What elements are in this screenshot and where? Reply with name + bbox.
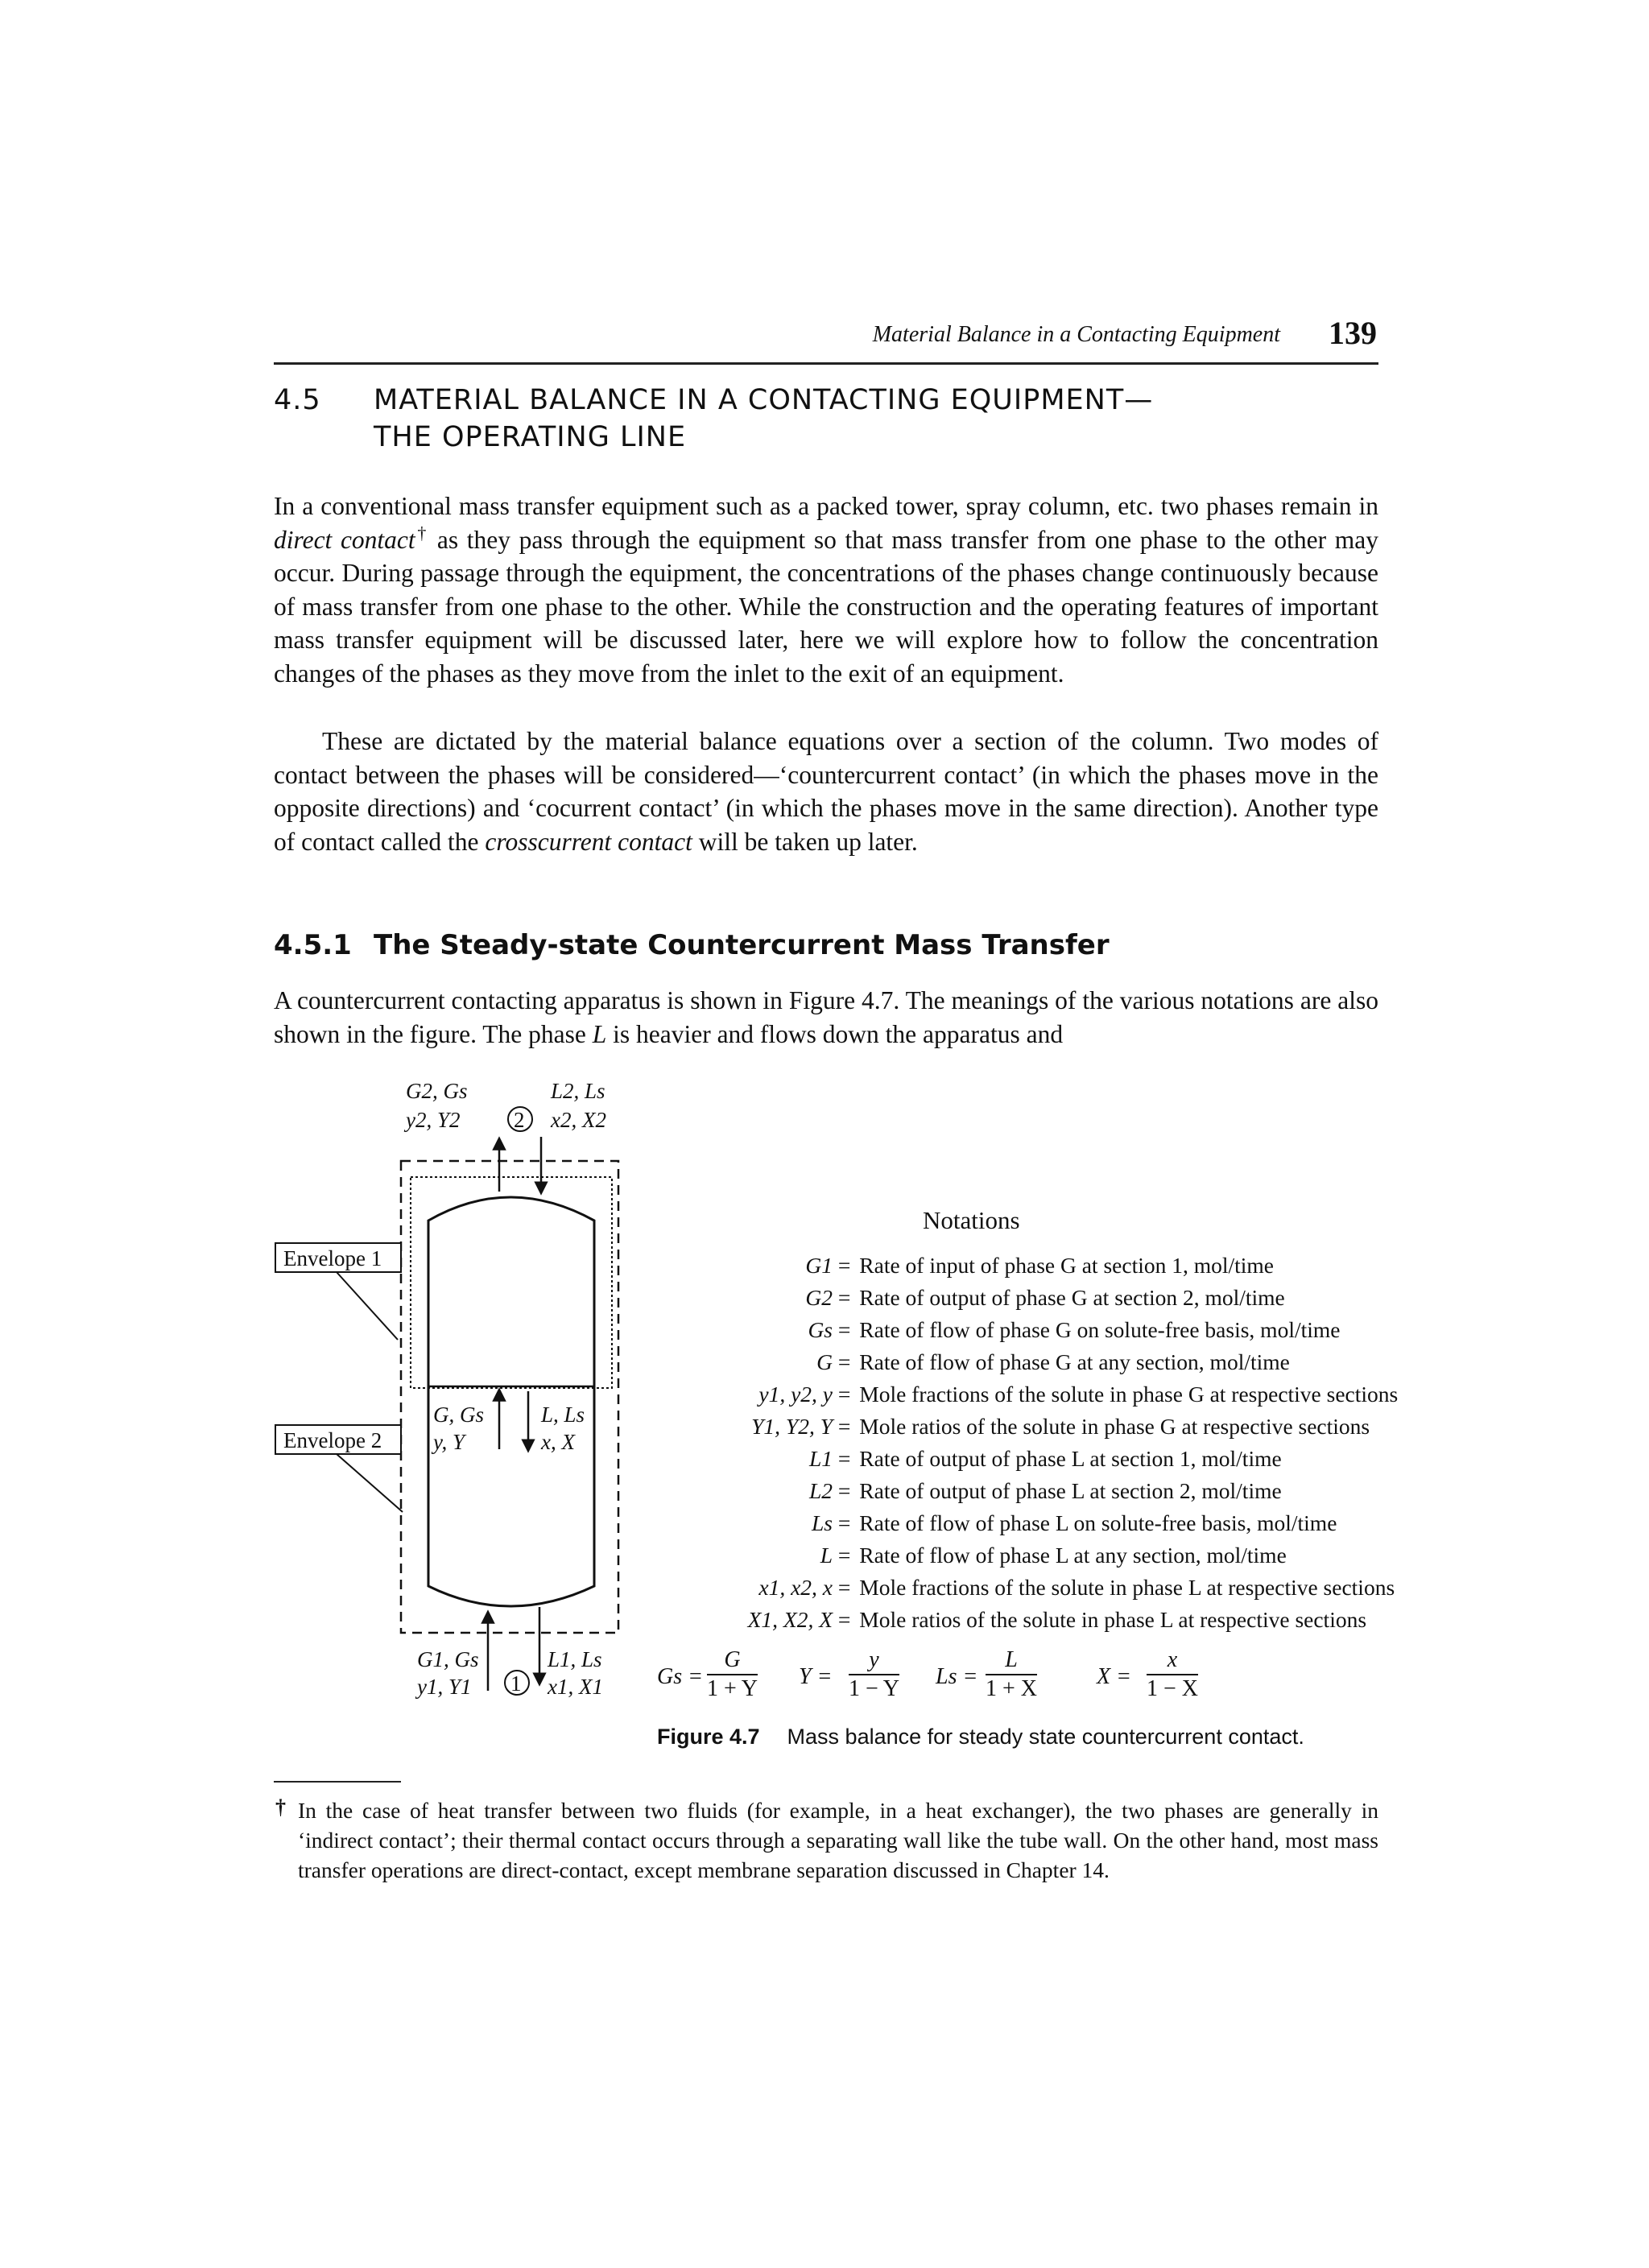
subsection-number: 4.5.1: [274, 929, 352, 961]
notation-definition: Rate of flow of phase L at any section, mol/time: [859, 1543, 1287, 1568]
definition-formulas: [657, 1646, 1237, 1711]
notation-symbol: Y1, Y2, Y: [751, 1414, 833, 1439]
footnote: [274, 1795, 1378, 1885]
notation-row: [652, 1314, 1425, 1346]
notation-equals: =: [833, 1382, 857, 1407]
notation-row: [652, 1475, 1425, 1507]
paragraph-3-text-b: is heavier and flows down the apparatus and: [606, 1019, 1064, 1048]
notation-equals: =: [833, 1510, 857, 1535]
paragraph-3-text-a: A countercurrent contacting apparatus is shown in Figure 4.7. The meanings of the various notations are also shown in the figure. The phase: [274, 986, 1378, 1048]
notation-row: [652, 1507, 1425, 1539]
notation-row: [652, 1250, 1425, 1282]
formula-numerator: L: [986, 1646, 1037, 1675]
footnote-rule: [274, 1781, 401, 1783]
section-number: 4.5: [274, 384, 321, 416]
paragraph-2-text-a: These are dictated by the material balance equations over a section of the column. Two modes of contact between the phases will be considered—‘countercurrent contact’ (in which the phases move in the opposite directions) and ‘cocurrent contact’ (in which the phases move in the same direction). Another type of contact called the: [274, 727, 1378, 856]
top-gas-label-1: G2, Gs: [406, 1079, 468, 1103]
figure-caption: [657, 1725, 1304, 1750]
mid-liquid-label-1: L, Ls: [541, 1403, 585, 1427]
figure-caption-text: Mass balance for steady state countercurrent contact.: [787, 1725, 1304, 1749]
notation-symbol: L: [820, 1543, 833, 1568]
notation-equals: =: [833, 1478, 857, 1503]
notation-equals: =: [833, 1543, 857, 1568]
notation-row: [652, 1443, 1425, 1475]
bottom-liquid-label-1: L1, Ls: [548, 1647, 602, 1671]
notation-definition: Rate of flow of phase G at any section, mol/time: [859, 1349, 1290, 1374]
envelope-2-boundary: [401, 1161, 618, 1633]
formula-denominator: 1 − Y: [849, 1676, 899, 1701]
envelope-1-label: Envelope 1: [283, 1246, 382, 1270]
notation-symbol: x1, x2, x: [758, 1575, 833, 1600]
mid-gas-label-2: y, Y: [433, 1430, 465, 1454]
section-2-number: 2: [514, 1108, 525, 1132]
notation-equals: =: [833, 1349, 857, 1374]
notation-row: [652, 1378, 1425, 1411]
mid-gas-label-1: G, Gs: [433, 1403, 485, 1427]
bottom-liquid-label-2: x1, X1: [548, 1675, 603, 1699]
envelope-2-label: Envelope 2: [283, 1428, 382, 1452]
section-heading: [274, 382, 1240, 456]
top-gas-label-2: y2, Y2: [406, 1108, 461, 1132]
notation-row: [652, 1572, 1425, 1604]
section-title-line2: THE OPERATING LINE: [374, 421, 687, 453]
notation-equals: =: [833, 1414, 857, 1439]
notation-equals: =: [833, 1253, 857, 1278]
running-header: [274, 315, 1378, 365]
formula-denominator: 1 − X: [1147, 1676, 1199, 1701]
bottom-gas-label-1: G1, Gs: [417, 1647, 479, 1671]
notation-row: [652, 1604, 1425, 1636]
column-vessel: [428, 1197, 594, 1606]
paragraph-1: [274, 490, 1378, 690]
notation-symbol: Gs: [808, 1317, 833, 1342]
subsection-title: The Steady-state Countercurrent Mass Transfer: [374, 929, 1110, 961]
formula-numerator: y: [849, 1646, 899, 1675]
notation-definition: Mole ratios of the solute in phase L at respective sections: [859, 1607, 1367, 1632]
notation-symbol: G2: [805, 1285, 833, 1310]
formula-lhs: Y =: [799, 1664, 833, 1689]
notation-symbol: L2: [808, 1478, 833, 1503]
notation-row: [652, 1282, 1425, 1314]
column-diagram: [274, 1071, 644, 1707]
paragraph-2: [274, 725, 1378, 858]
notation-equals: =: [833, 1607, 857, 1632]
mid-liquid-label-2: x, X: [541, 1430, 575, 1454]
formula-numerator: x: [1147, 1646, 1198, 1675]
notation-equals: =: [833, 1446, 857, 1471]
paragraph-2-italic: crosscurrent contact: [485, 827, 692, 856]
envelope-1-boundary: [411, 1177, 612, 1388]
formula-fraction: [849, 1646, 899, 1703]
notation-symbol: Ls: [812, 1510, 833, 1535]
formula-lhs: X =: [1097, 1664, 1131, 1689]
notation-definition: Mole fractions of the solute in phase G at respective sections: [859, 1382, 1399, 1407]
notation-equals: =: [833, 1575, 857, 1600]
top-liquid-label-2: x2, X2: [551, 1108, 606, 1132]
top-liquid-label-1: L2, Ls: [551, 1079, 605, 1103]
notations-list: [652, 1250, 1425, 1636]
notation-definition: Rate of flow of phase G on solute-free basis, mol/time: [859, 1317, 1341, 1342]
footnote-text: In the case of heat transfer between two fluids (for example, in a heat exchanger), the two phases are generally in ‘indirect contact’; their thermal contact occurs through a separating wall like the tube wall. On the other hand, most mass transfer operations are direct-contact, except membrane separation discussed in Chapter 14.: [298, 1798, 1378, 1882]
notation-symbol: G1: [805, 1253, 833, 1278]
notation-definition: Rate of output of phase L at section 2, mol/time: [859, 1478, 1282, 1503]
paragraph-2-text-b: will be taken up later.: [692, 827, 918, 856]
notation-symbol: y1, y2, y: [758, 1382, 833, 1407]
notation-definition: Mole ratios of the solute in phase G at respective sections: [859, 1414, 1370, 1439]
notation-definition: Mole fractions of the solute in phase L at respective sections: [859, 1575, 1395, 1600]
notation-symbol: L1: [808, 1446, 833, 1471]
formula-denominator: 1 + X: [986, 1676, 1038, 1701]
notation-definition: Rate of output of phase L at section 1, mol/time: [859, 1446, 1282, 1471]
footnote-mark: †: [275, 1795, 286, 1819]
formula-lhs: Ls =: [936, 1664, 978, 1689]
formula-denominator: 1 + Y: [707, 1676, 758, 1701]
notation-definition: Rate of output of phase G at section 2, mol/time: [859, 1285, 1285, 1310]
notation-row: [652, 1539, 1425, 1572]
section-1-number: 1: [510, 1671, 522, 1696]
notation-definition: Rate of flow of phase L on solute-free basis, mol/time: [859, 1510, 1337, 1535]
figure-caption-label: Figure 4.7: [657, 1725, 760, 1749]
formula-numerator: G: [707, 1646, 758, 1675]
formula-fraction: [1147, 1646, 1198, 1703]
footnote-reference[interactable]: †: [415, 523, 429, 543]
notations-title: Notations: [923, 1206, 1020, 1234]
subsection-heading: [274, 929, 1110, 961]
paragraph-3: [274, 984, 1378, 1051]
notation-equals: =: [833, 1317, 857, 1342]
notation-definition: Rate of input of phase G at section 1, mol/time: [859, 1253, 1275, 1278]
envelope-1-leader-line: [337, 1272, 398, 1340]
page-number: 139: [1329, 315, 1377, 351]
notation-symbol: G: [816, 1349, 833, 1374]
notation-row: [652, 1346, 1425, 1378]
notation-row: [652, 1411, 1425, 1443]
envelope-2-leader-line: [337, 1454, 403, 1512]
bottom-gas-label-2: y1, Y1: [417, 1675, 472, 1699]
formula-lhs: Gs =: [657, 1664, 704, 1689]
formula-fraction: [986, 1646, 1037, 1703]
notation-symbol: X1, X2, X: [747, 1607, 833, 1632]
paragraph-1-italic: direct contact: [274, 525, 415, 554]
paragraph-1-text-a: In a conventional mass transfer equipment such as a packed tower, spray column, etc. two phases remain in: [274, 492, 1378, 520]
running-header-title: Material Balance in a Contacting Equipment: [872, 322, 1280, 347]
notation-equals: =: [833, 1285, 857, 1310]
paragraph-1-text-b: as they pass through the equipment so that mass transfer from one phase to the other may occur. During passage through the equipment, the concentrations of the phases change continuously because of mass transfer from one phase to the other. While the construction and the operating features of important mass transfer equipment will be discussed later, here we will explore how to follow the concentration changes of the phases as they move from the inlet to the exit of an equipment.: [274, 525, 1378, 688]
paragraph-3-italic: L: [592, 1019, 607, 1048]
formula-fraction: [707, 1646, 758, 1703]
section-title-line1: MATERIAL BALANCE IN A CONTACTING EQUIPMENT—: [374, 384, 1154, 416]
